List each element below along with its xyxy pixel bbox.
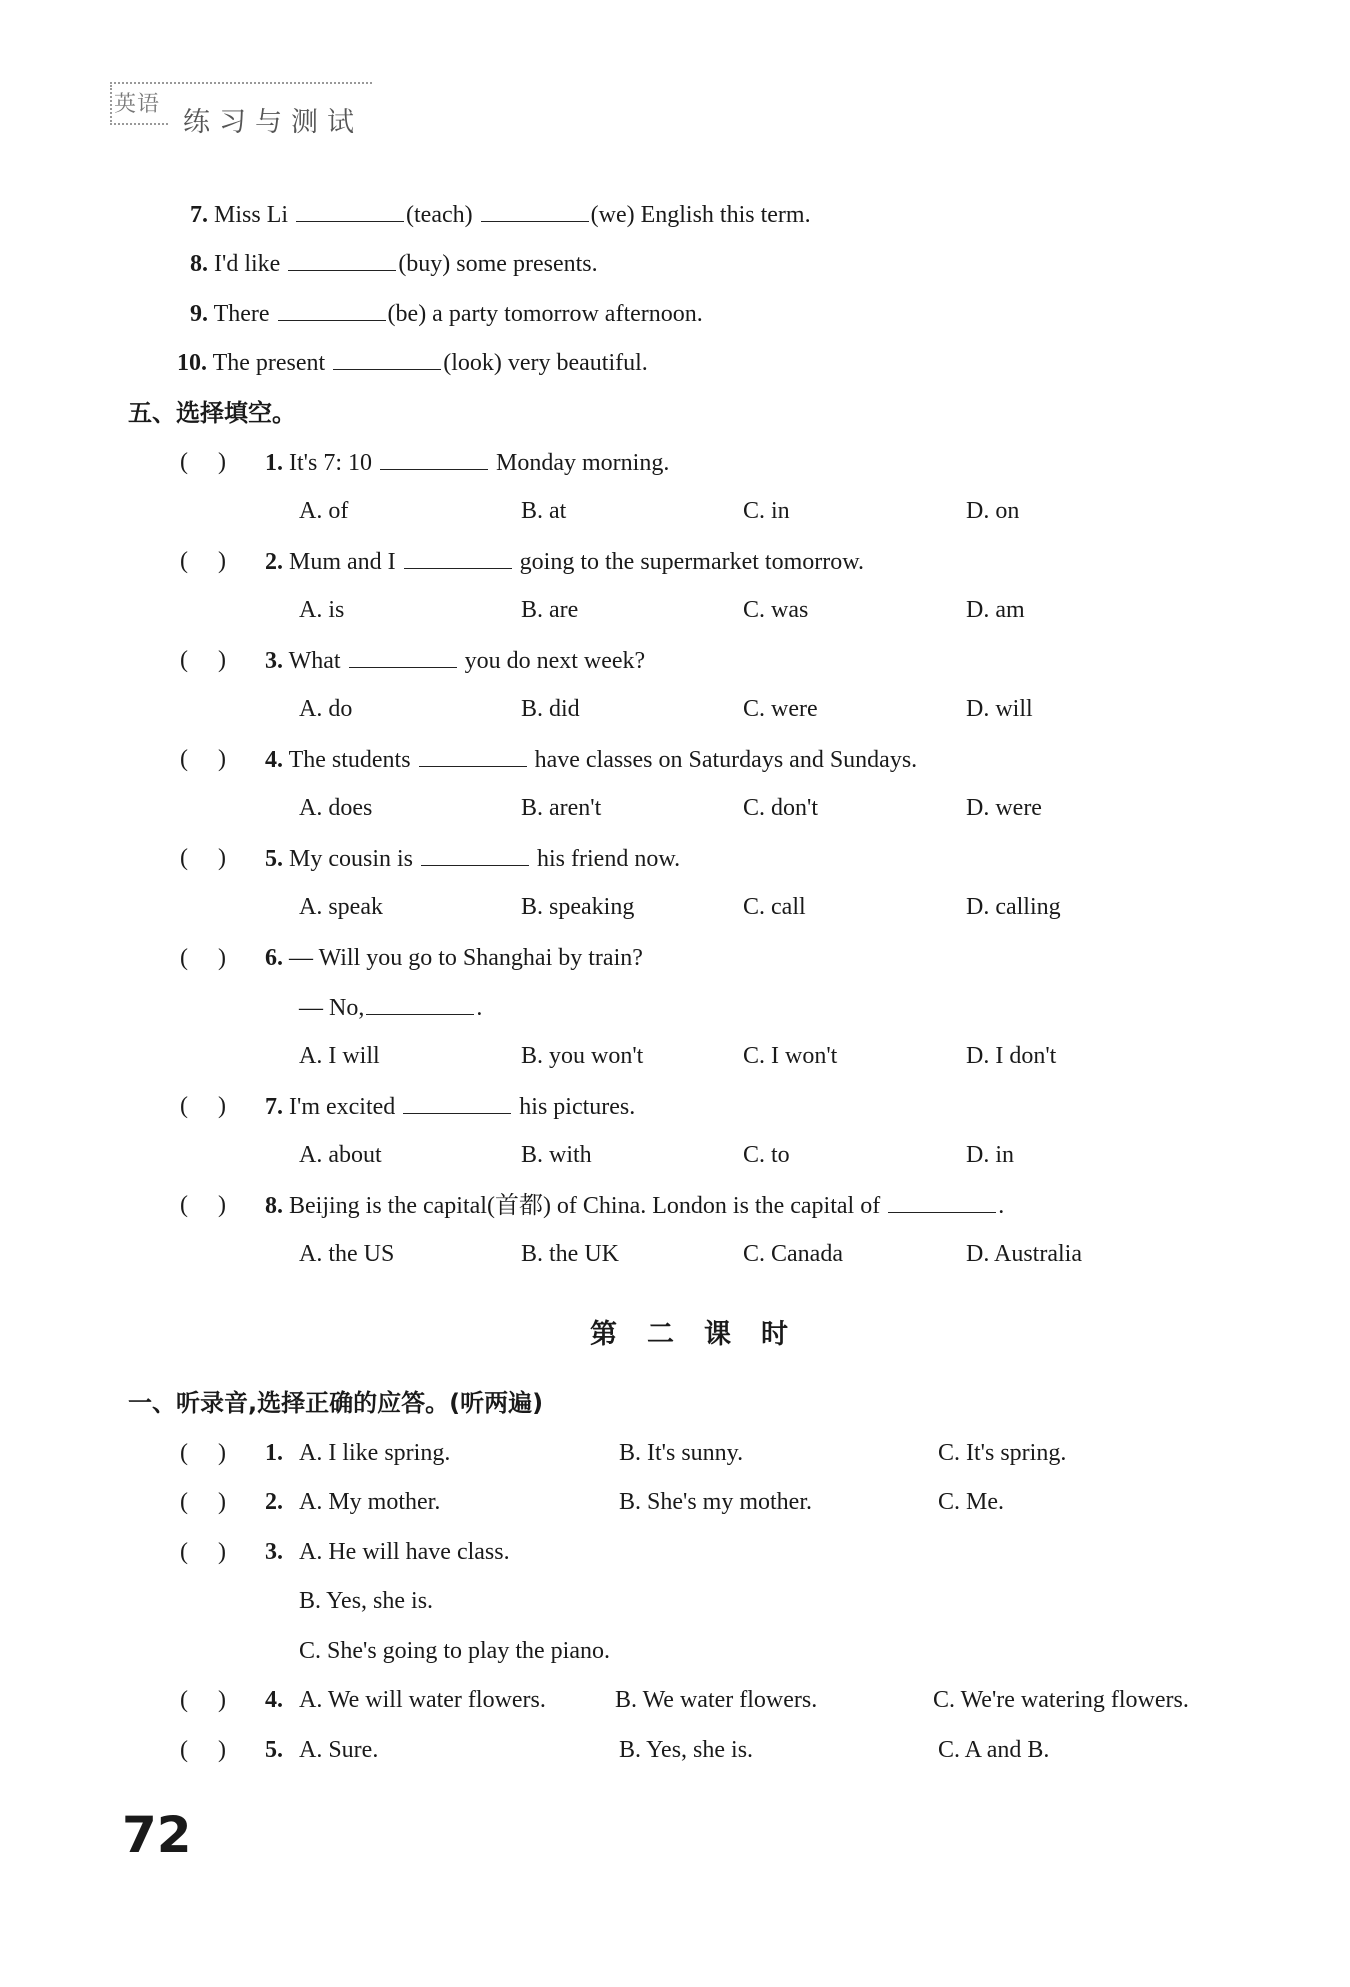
answer-parentheses[interactable]: ( ) [180,449,226,475]
answer-parentheses[interactable]: ( ) [180,845,226,871]
option-a[interactable]: A. Sure. [299,1737,379,1763]
option-b[interactable]: B. speaking [521,894,635,920]
option-d[interactable]: D. on [966,498,1020,524]
answer-parentheses[interactable]: ( ) [180,1687,226,1713]
option-b[interactable]: B. are [521,597,579,623]
choice-question-5: 5. My cousin is his friend now. [265,843,680,874]
option-c[interactable]: C. It's spring. [938,1440,1067,1466]
option-c[interactable]: C. I won't [743,1043,838,1069]
option-c[interactable]: C. were [743,696,818,722]
option-b[interactable]: B. It's sunny. [619,1440,744,1466]
option-c[interactable]: C. to [743,1142,790,1168]
option-a[interactable]: A. does [299,795,373,821]
answer-blank[interactable] [296,199,404,222]
option-c[interactable]: C. don't [743,795,818,821]
option-d[interactable]: D. in [966,1142,1014,1168]
page-header [110,82,375,142]
choice-question-4: 4. The students have classes on Saturdays and Sundays. [265,744,917,775]
option-c[interactable]: C. in [743,498,790,524]
answer-blank [366,992,474,1015]
section-1-title: 一、听录音,选择正确的应答。(听两遍) [128,1389,544,1417]
answer-blank[interactable] [481,199,589,222]
answer-blank [419,744,527,767]
answer-blank [421,843,529,866]
option-a[interactable]: A. do [299,696,353,722]
answer-blank[interactable] [288,248,396,271]
listening-question-number: 4. [265,1687,283,1713]
answer-parentheses[interactable]: ( ) [180,1192,226,1218]
answer-parentheses[interactable]: ( ) [180,647,226,673]
option-b[interactable]: B. We water flowers. [615,1687,818,1713]
fill-in-item-10: 10. The present (look) very beautiful. [177,347,648,378]
answer-blank [404,546,512,569]
option-a[interactable]: A. We will water flowers. [299,1687,546,1713]
option-c[interactable]: C. We're watering flowers. [933,1687,1189,1713]
answer-blank [403,1091,511,1114]
answer-blank [380,447,488,470]
option-d[interactable]: D. were [966,795,1042,821]
option-b[interactable]: B. Yes, she is. [299,1588,434,1614]
option-a[interactable]: A. of [299,498,349,524]
answer-parentheses[interactable]: ( ) [180,548,226,574]
option-b[interactable]: B. did [521,696,580,722]
option-a[interactable]: A. I will [299,1043,380,1069]
header-subject: 英语 [114,92,161,117]
option-c[interactable]: C. She's going to play the piano. [299,1638,610,1664]
section-5-title: 五、选择填空。 [128,399,296,427]
option-b[interactable]: B. She's my mother. [619,1489,812,1515]
option-a[interactable]: A. My mother. [299,1489,441,1515]
choice-question-8: 8. Beijing is the capital(首都) of China. London is the capital of . [265,1190,1004,1221]
fill-in-item-7: 7. Miss Li (teach) (we) English this term. [190,199,811,230]
lesson-title: 第二课时 [590,1319,818,1350]
answer-blank [888,1190,996,1213]
option-c[interactable]: C. call [743,894,806,920]
listening-question-number: 3. [265,1539,283,1565]
answer-blank[interactable] [333,347,441,370]
option-c[interactable]: C. Canada [743,1241,843,1267]
option-c[interactable]: C. A and B. [938,1737,1050,1763]
answer-parentheses[interactable]: ( ) [180,746,226,772]
choice-question-3: 3. What you do next week? [265,645,645,676]
answer-parentheses[interactable]: ( ) [180,945,226,971]
option-b[interactable]: B. aren't [521,795,602,821]
answer-parentheses[interactable]: ( ) [180,1440,226,1466]
fill-in-item-9: 9. There (be) a party tomorrow afternoon. [190,298,703,329]
option-a[interactable]: A. speak [299,894,383,920]
choice-question-6: 6. — Will you go to Shanghai by train? [265,945,643,971]
page-number: 72 [122,1806,192,1864]
answer-parentheses[interactable]: ( ) [180,1489,226,1515]
option-a[interactable]: A. the US [299,1241,395,1267]
listening-question-number: 2. [265,1489,283,1515]
option-b[interactable]: B. at [521,498,567,524]
answer-blank[interactable] [278,298,386,321]
header-title: 练习与测试 [183,107,363,138]
option-c[interactable]: C. Me. [938,1489,1004,1515]
answer-parentheses[interactable]: ( ) [180,1093,226,1119]
option-d[interactable]: D. will [966,696,1033,722]
option-a[interactable]: A. is [299,597,345,623]
option-d[interactable]: D. am [966,597,1025,623]
option-a[interactable]: A. I like spring. [299,1440,451,1466]
answer-blank [349,645,457,668]
option-b[interactable]: B. Yes, she is. [619,1737,754,1763]
header-dotted-rule [110,82,372,84]
option-a[interactable]: A. He will have class. [299,1539,510,1565]
option-c[interactable]: C. was [743,597,809,623]
option-b[interactable]: B. you won't [521,1043,644,1069]
listening-question-number: 1. [265,1440,283,1466]
listening-question-number: 5. [265,1737,283,1763]
option-d[interactable]: D. calling [966,894,1061,920]
option-d[interactable]: D. I don't [966,1043,1057,1069]
option-d[interactable]: D. Australia [966,1241,1082,1267]
answer-parentheses[interactable]: ( ) [180,1737,226,1763]
fill-in-item-8: 8. I'd like (buy) some presents. [190,248,598,279]
answer-parentheses[interactable]: ( ) [180,1539,226,1565]
option-b[interactable]: B. with [521,1142,592,1168]
option-b[interactable]: B. the UK [521,1241,619,1267]
choice-question-1: 1. It's 7: 10 Monday morning. [265,447,669,478]
choice-question-2: 2. Mum and I going to the supermarket tomorrow. [265,546,864,577]
option-a[interactable]: A. about [299,1142,382,1168]
choice-question-6-reply: — No, . [299,992,482,1023]
choice-question-7: 7. I'm excited his pictures. [265,1091,635,1122]
